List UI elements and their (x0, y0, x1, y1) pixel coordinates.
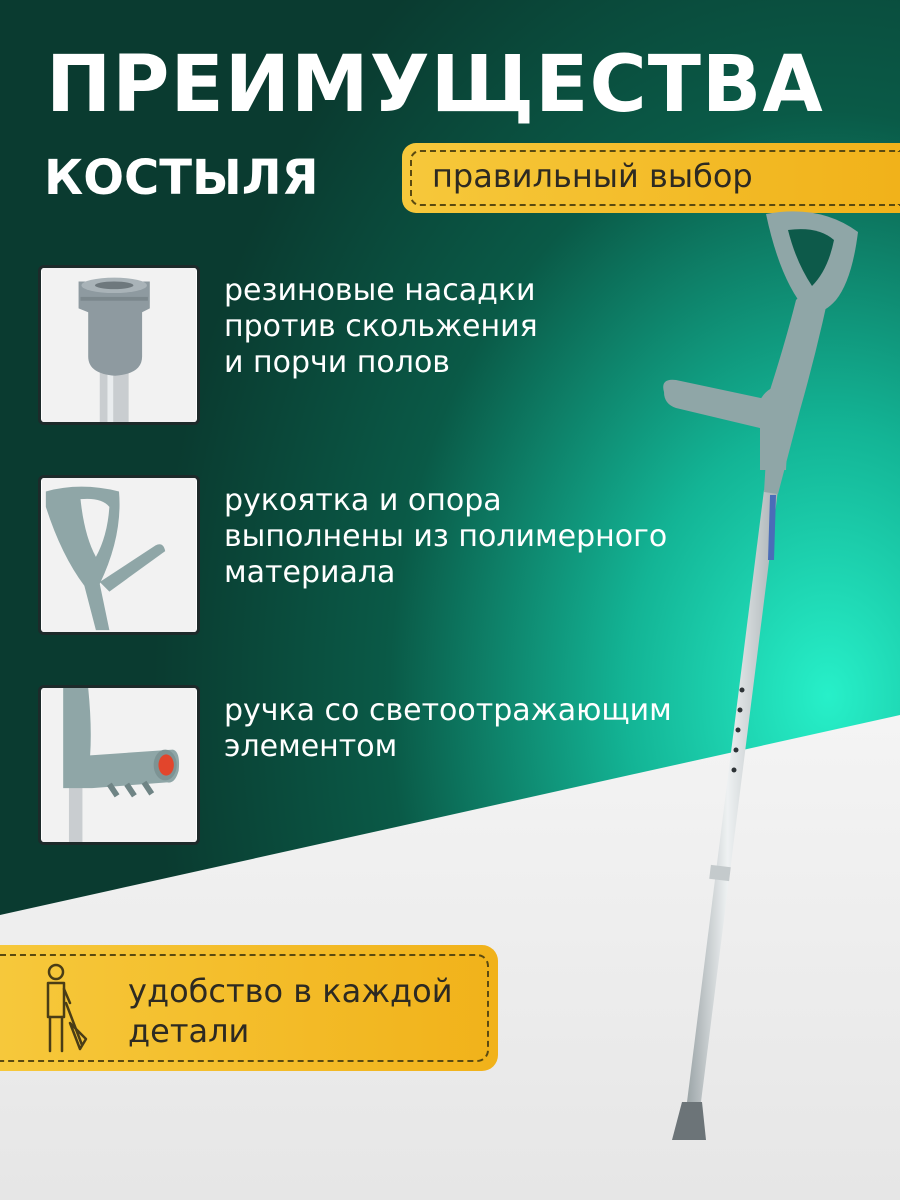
badge-label: правильный выбор (432, 157, 753, 195)
feature-3-line-2: элементом (224, 729, 398, 764)
feature-3-text (224, 693, 672, 765)
convenience-line-1: удобство в каждой (128, 972, 453, 1010)
page-title: ПРЕИМУЩЕСТВА (46, 40, 824, 130)
feature-1-line-3: и порчи полов (224, 345, 450, 380)
choice-badge (402, 143, 900, 213)
feature-2-line-2: выполнены из полимерного (224, 519, 668, 554)
feature-1-line-2: против скольжения (224, 309, 538, 344)
feature-1-line-1: резиновые насадки (224, 273, 536, 308)
feature-2-text (224, 483, 667, 591)
feature-2-line-1: рукоятка и опора (224, 483, 502, 518)
person-with-crutch-icon (36, 963, 92, 1055)
handle-cuff-icon (38, 475, 200, 635)
page-subtitle: КОСТЫЛЯ (44, 150, 319, 206)
rubber-tip-icon (38, 265, 200, 425)
convenience-badge (0, 945, 498, 1071)
convenience-text (128, 971, 453, 1051)
feature-2-line-3: материала (224, 555, 396, 590)
feature-3-line-1: ручка со светоотражающим (224, 693, 672, 728)
convenience-line-2: детали (128, 1012, 250, 1050)
feature-1-text (224, 273, 538, 381)
reflective-grip-icon (38, 685, 200, 845)
